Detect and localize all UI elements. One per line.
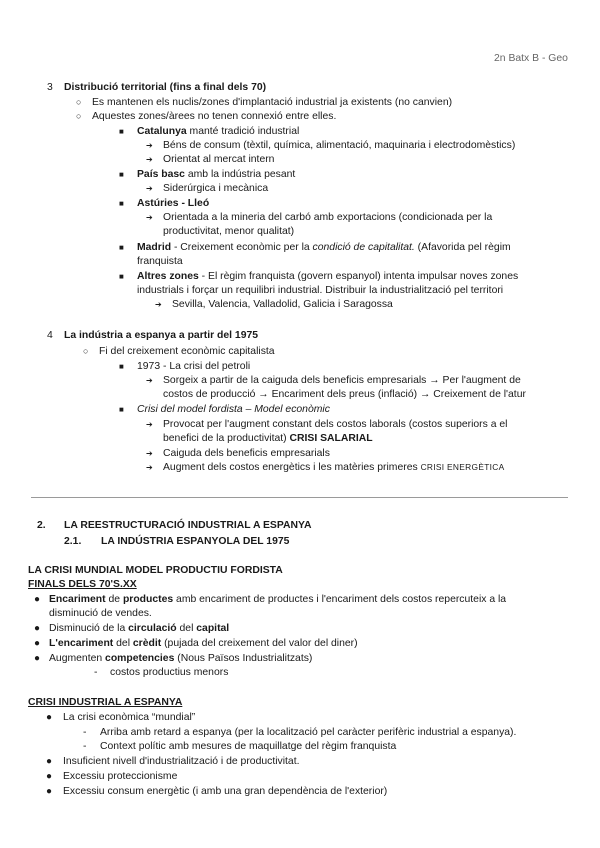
region-altres-zones	[137, 270, 518, 283]
text: (Nous Països Industrialitzats)	[174, 653, 313, 664]
crisi-espanya-heading: CRISI INDUSTRIAL A ESPANYA	[28, 697, 183, 708]
arrow-bullet-icon: ➔	[146, 155, 153, 164]
dot-bullet-icon: ●	[46, 786, 53, 797]
section-3-title: Distribució territorial (fins a final dels 70)	[64, 82, 267, 93]
catalunya-item-2: Orientat al mercat intern	[163, 154, 275, 165]
text: (pujada del creixement del valor del diner)	[161, 638, 358, 649]
text: de	[105, 594, 123, 605]
catalunya-item-1: Béns de consum (tèxtil, química, alimentació, maquinaria i electrodomèstics)	[163, 140, 516, 151]
dot-bullet-icon: ●	[34, 638, 41, 649]
square-bullet-icon: ■	[119, 170, 124, 179]
dash-bullet-icon: -	[83, 727, 87, 738]
region-asturies: Astúries - Lleó	[137, 198, 210, 209]
fordista-item-2: Caiguda dels beneficis empresarials	[163, 448, 330, 459]
crisis-1973-line-1: Sorgeix a partir de la caiguda dels beneficis empresarials → Per l'augment de	[163, 375, 521, 386]
fordista-text: Augment dels costos energètics i les matèries primeres	[163, 462, 421, 473]
dot-bullet-icon: ●	[46, 771, 53, 782]
region-name: País basc	[137, 169, 185, 180]
fordista-item-1-line-1: Provocat per l'augment constant dels costos laborals (costos superiors a el	[163, 419, 508, 430]
asturies-item-line-2: productivitat, menor qualitat)	[163, 226, 295, 237]
text: del	[176, 623, 197, 634]
arrow-bullet-icon: ➔	[146, 463, 153, 472]
square-bullet-icon: ■	[119, 127, 124, 136]
fordista-text: benefici de la productivitat)	[163, 433, 290, 444]
dash-bullet-icon: -	[94, 667, 98, 678]
region-altres-line-2: industrials i forçar un requilibri industrial. Distribuir la industrialització pel territori	[137, 285, 504, 296]
crisi-mundial-point-4-sub: costos productius menors	[110, 667, 229, 678]
dot-bullet-icon: ●	[34, 653, 41, 664]
crisi-espanya-point-3: Excessiu proteccionisme	[63, 771, 178, 782]
square-bullet-icon: ■	[119, 199, 124, 208]
page-header: 2n Batx B - Geo	[494, 53, 568, 64]
region-description-end: (Afavorida pel règim	[414, 242, 511, 253]
altres-item-1: Sevilla, Valencia, Valladolid, Galicia i Saragossa	[172, 299, 393, 310]
part-2-1-number: 2.1.	[64, 536, 82, 547]
crisi-mundial-point-3	[49, 637, 358, 650]
crisi-mundial-subheading: FINALS DELS 70'S.XX	[28, 579, 137, 590]
crisi-espanya-point-1: La crisi econòmica “mundial”	[63, 712, 196, 723]
crisis-1973-label: 1973 - La crisi del petroli	[137, 361, 251, 372]
arrow-bullet-icon: ➔	[146, 449, 153, 458]
dot-bullet-icon: ●	[34, 623, 41, 634]
crisi-mundial-point-4	[49, 652, 312, 665]
part-2-number: 2.	[37, 520, 46, 531]
section-3-point-1: Es mantenen els nuclis/zones d'implantació industrial ja existents (no canvien)	[92, 97, 453, 108]
text: Augmenten	[49, 653, 106, 664]
arrow-bullet-icon: ➔	[155, 300, 162, 309]
region-catalunya	[137, 125, 299, 138]
crisi-espanya-point-2: Insuficient nivell d'industrialització i de productivitat.	[63, 756, 300, 767]
text: amb encariment de productes i l'encariment dels costos repercuteix a la	[173, 594, 507, 605]
arrow-bullet-icon: ➔	[146, 141, 153, 150]
bold-term: competencies	[105, 653, 175, 664]
bold-term: L'encariment	[49, 638, 114, 649]
crisi-espanya-point-1-sub-2: Context polític amb mesures de maquillatge del règim franquista	[100, 741, 397, 752]
bold-term: productes	[122, 594, 174, 605]
bold-term: circulació	[128, 623, 177, 634]
region-description: amb la indústria pesant	[184, 169, 296, 180]
section-4-title: La indústria a espanya a partir del 1975	[64, 330, 259, 341]
region-madrid-line-2: franquista	[137, 256, 183, 267]
square-bullet-icon: ■	[119, 272, 124, 281]
crisi-espanya-point-1-sub-1: Arriba amb retard a espanya (per la localització pel caràcter perifèric industrial a espanya).	[100, 727, 517, 738]
region-description: - Creixement econòmic per la	[171, 242, 313, 253]
crisi-mundial-point-2	[49, 622, 229, 635]
crisi-mundial-point-1-line-2: disminució de vendes.	[49, 608, 152, 619]
bold-term: Encariment	[49, 594, 106, 605]
dot-bullet-icon: ●	[46, 756, 53, 767]
bold-term: capital	[196, 623, 230, 634]
section-4-number: 4	[47, 330, 53, 341]
region-madrid	[137, 241, 511, 254]
arrow-bullet-icon: ➔	[146, 213, 153, 222]
text: Disminució de la	[49, 623, 129, 634]
asturies-item-line-1: Orientada a la mineria del carbó amb exportacions (condicionada per la	[163, 212, 493, 223]
fordista-item-1-line-2	[163, 432, 373, 445]
crisi-mundial-heading: LA CRISI MUNDIAL MODEL PRODUCTIU FORDISTA	[28, 565, 283, 576]
arrow-bullet-icon: ➔	[146, 376, 153, 385]
region-name: Altres zones	[137, 271, 199, 282]
horizontal-divider	[31, 497, 568, 498]
section-3-number: 3	[47, 82, 53, 93]
square-bullet-icon: ■	[119, 362, 124, 371]
dot-bullet-icon: ●	[46, 712, 53, 723]
crisi-espanya-point-4: Excessiu consum energètic (i amb una gran dependència de l'exterior)	[63, 786, 388, 797]
section-3-point-2: Aquestes zones/àrees no tenen connexió entre elles.	[92, 111, 337, 122]
circle-bullet-icon: ○	[76, 111, 82, 121]
crisi-salarial-label: CRISI SALARIAL	[289, 433, 373, 444]
arrow-bullet-icon: ➔	[146, 420, 153, 429]
region-pais-basc	[137, 168, 295, 181]
bold-term: crèdit	[132, 638, 162, 649]
arrow-bullet-icon: ➔	[146, 184, 153, 193]
fordista-label: Crisi del model fordista – Model econòmic	[137, 404, 330, 415]
region-name: Catalunya	[137, 126, 187, 137]
part-2-1-title: LA INDÚSTRIA ESPANYOLA DEL 1975	[101, 536, 290, 547]
crisis-1973-line-2: costos de producció → Encariment dels preus (inflació) → Creixement de l'atur	[163, 389, 526, 400]
region-description: manté tradició industrial	[186, 126, 300, 137]
pais-basc-item-1: Siderúrgica i mecànica	[163, 183, 269, 194]
dot-bullet-icon: ●	[34, 594, 41, 605]
region-name: Madrid	[137, 242, 172, 253]
crisi-mundial-point-1	[49, 593, 506, 606]
dash-bullet-icon: -	[83, 741, 87, 752]
fordista-item-3	[163, 461, 505, 474]
region-description-italic: condició de capitalitat.	[312, 242, 415, 253]
section-4-point-1: Fi del creixement econòmic capitalista	[99, 346, 275, 357]
part-2-title: LA REESTRUCTURACIÓ INDUSTRIAL A ESPANYA	[64, 520, 312, 531]
square-bullet-icon: ■	[119, 243, 124, 252]
region-description: - El règim franquista (govern espanyol) intenta impulsar noves zones	[198, 271, 519, 282]
circle-bullet-icon: ○	[83, 346, 89, 356]
circle-bullet-icon: ○	[76, 97, 82, 107]
square-bullet-icon: ■	[119, 405, 124, 414]
crisi-energetica-label: CRISI ENERGÈTICA	[420, 462, 505, 472]
text: del	[113, 638, 133, 649]
